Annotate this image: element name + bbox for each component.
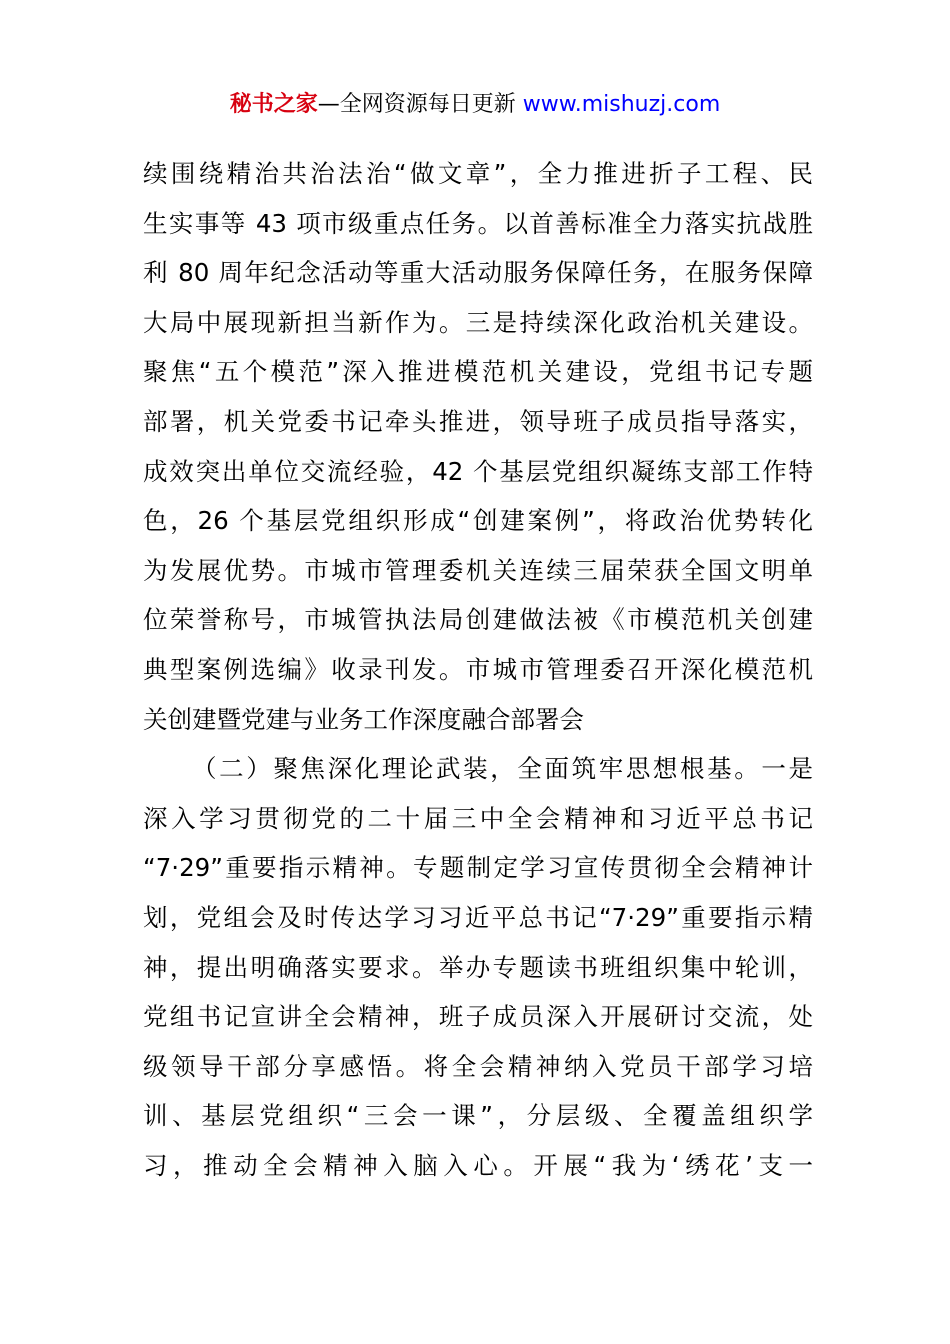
document-body (143, 149, 813, 1190)
text-line: 训、基层党组织“三会一课”，分层级、全覆盖组织学 (143, 1101, 813, 1131)
text-line: 色，26 个基层党组织形成“创建案例”，将政治优势转化 (143, 506, 813, 536)
paragraph-1 (143, 149, 813, 744)
text-line: 位荣誉称号，市城管执法局创建做法被《市模范机关创建 (143, 605, 813, 635)
text-line: 大局中展现新担当新作为。三是持续深化政治机关建设。 (143, 307, 813, 337)
text-line: 聚焦“五个模范”深入推进模范机关建设，党组书记专题 (143, 357, 813, 387)
section-heading-line: （二）聚焦深化理论武装，全面筑牢思想根基。一是 (192, 754, 813, 784)
text-line: 续围绕精治共治法治“做文章”，全力推进折子工程、民 (143, 159, 813, 188)
text-line: 生实事等 43 项市级重点任务。以首善标准全力落实抗战胜 (143, 208, 813, 238)
text-line: 成效突出单位交流经验，42 个基层党组织凝练支部工作特 (143, 456, 813, 486)
site-tagline: —全网资源每日更新 (317, 92, 523, 117)
site-header (0, 88, 950, 122)
text-line: 关创建暨党建与业务工作深度融合部署会 (143, 704, 584, 734)
site-brand: 秘书之家 (229, 92, 318, 117)
text-line: 为发展优势。市城市管理委机关连续三届荣获全国文明单 (143, 555, 813, 585)
text-line: 级领导干部分享感悟。将全会精神纳入党员干部学习培 (143, 1051, 813, 1081)
text-line: 部署，机关党委书记牵头推进，领导班子成员指导落实， (143, 406, 813, 436)
text-line: 深入学习贯彻党的二十届三中全会精神和习近平总书记 (143, 803, 813, 833)
text-line: 神，提出明确落实要求。举办专题读书班组织集中轮训， (143, 952, 813, 982)
text-line: 典型案例选编》收录刊发。市城市管理委召开深化模范机 (143, 654, 813, 684)
text-line: 党组书记宣讲全会精神，班子成员深入开展研讨交流，处 (143, 1002, 813, 1032)
text-line: 利 80 周年纪念活动等重大活动服务保障任务，在服务保障 (143, 258, 813, 288)
text-line: 习，推动全会精神入脑入心。开展“我为‘绣花’支一 (143, 1150, 813, 1180)
text-line: “7·29”重要指示精神。专题制定学习宣传贯彻全会精神计 (143, 853, 813, 883)
text-line: 划，党组会及时传达学习习近平总书记“7·29”重要指示精 (143, 902, 813, 932)
paragraph-2 (143, 744, 813, 1190)
site-url-link[interactable]: www.mishuzj.com (522, 92, 721, 117)
